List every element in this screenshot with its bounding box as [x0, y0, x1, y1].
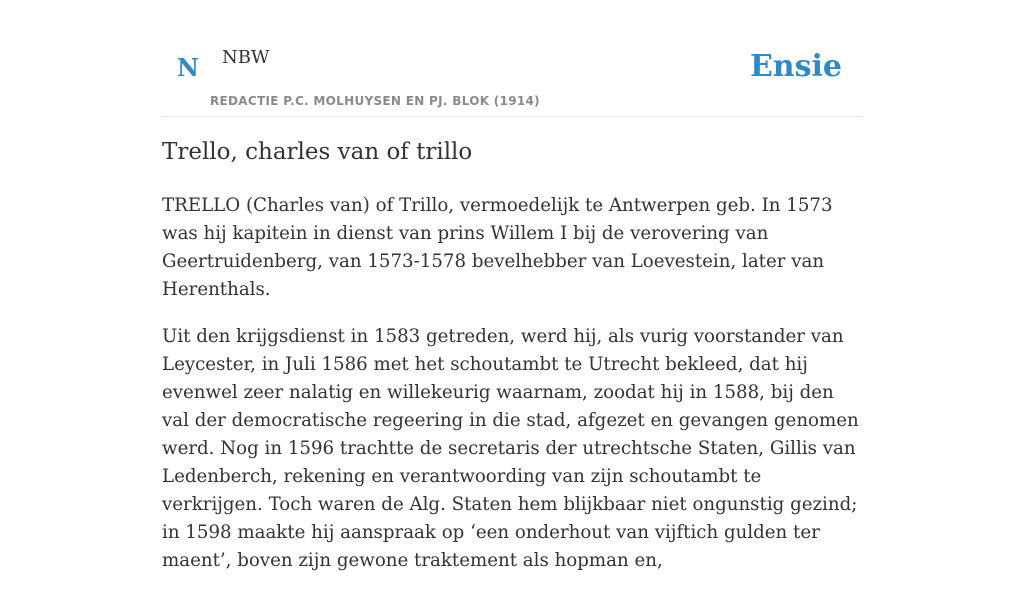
source-logo[interactable]: N — [177, 53, 199, 82]
brand-logo[interactable]: Ensie — [749, 49, 842, 84]
source-subtitle: REDACTIE P.C. MOLHUYSEN EN PJ. BLOK (1914) — [210, 94, 540, 108]
article-paragraph: TRELLO (Charles van) of Trillo, vermoedelijk te Antwerpen geb. In 1573 was hij kapitein in dienst van prins Willem I bij de verovering van Geertruidenberg, van 1573-1578 bevelhebber van Loevestein, later van Herenthals. — [162, 194, 833, 300]
article-paragraph: Uit den krijgsdienst in 1583 getreden, werd hij, als vurig voorstander van Leycester, in Juli 1586 met het schoutambt te Utrecht bekleed, dat hij evenwel zeer nalatig en willekeurig waarnam, zoodat hij in 1588, bij den val der democratische regeering in die stad, afgezet en gevangen genomen werd. Nog in 1596 trachtte de secretaris der utrechtsche Staten, Gillis van Ledenberch, rekening en verantwoording van zijn schoutambt te verkrijgen. Toch waren de Alg. Staten hem blijkbaar niet ongunstig gezind; in 1598 maakte hij aanspraak op ‘een onderhout van vijftich gulden ter maent’, boven zijn gewone traktement als hopman en, — [162, 325, 859, 571]
source-header — [162, 0, 862, 117]
article-title: Trello, charles van of trillo — [162, 139, 473, 165]
article — [162, 138, 862, 594]
source-title: NBW — [222, 47, 270, 68]
